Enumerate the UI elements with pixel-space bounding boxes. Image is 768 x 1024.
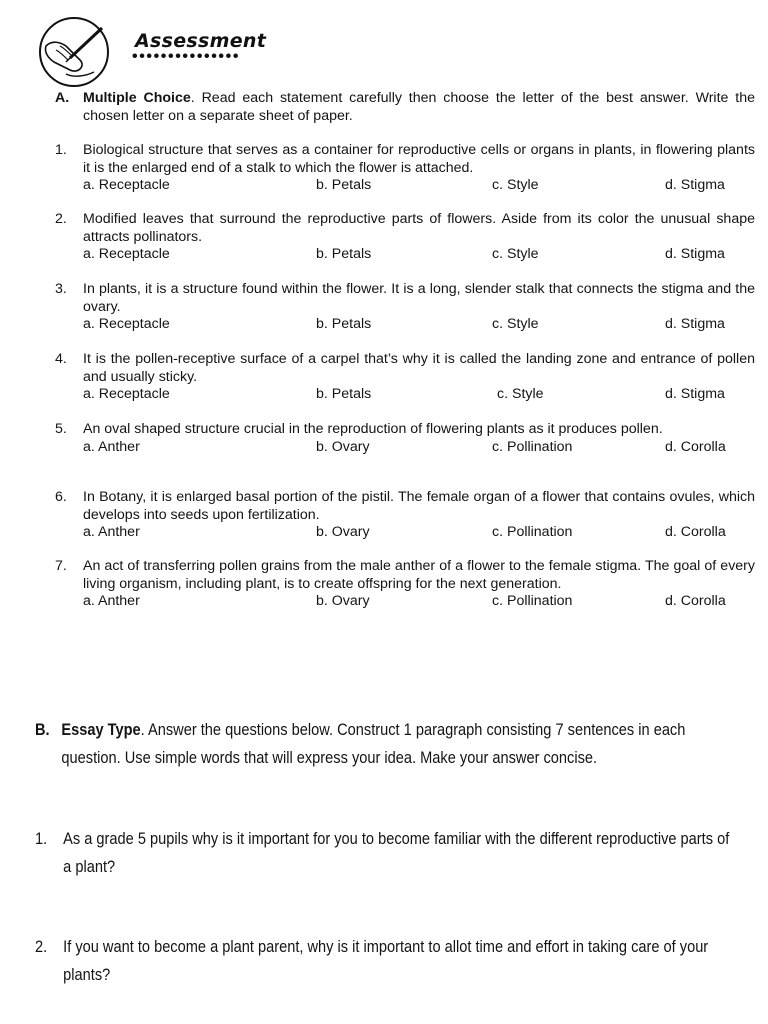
choice-d: d. Stigma [665, 246, 725, 262]
question-number: 1. [55, 142, 67, 158]
choice-row [83, 177, 755, 195]
section-instructions: . Read each statement carefully then choose the letter of the best answer. Write the chosen letter on a separate sheet of paper. [83, 90, 755, 124]
choice-b: b. Petals [316, 246, 372, 262]
choice-a: a. Anther [83, 593, 140, 609]
choice-row [83, 593, 755, 611]
question-number: 5. [55, 421, 67, 437]
choice-d: d. Stigma [665, 386, 725, 402]
question-number: 2. [35, 937, 48, 956]
choice-c: c. Pollination [492, 593, 573, 609]
choice-b: b. Ovary [316, 593, 370, 609]
choice-d: d. Stigma [665, 177, 725, 193]
choice-a: a. Receptacle [83, 246, 170, 262]
choice-a: a. Anther [83, 524, 140, 540]
section-letter: A. [55, 90, 70, 106]
section-letter: B. [35, 720, 50, 739]
choice-row [83, 246, 755, 264]
essay-question [35, 933, 739, 989]
choice-a: a. Receptacle [83, 177, 170, 193]
choice-d: d. Stigma [665, 316, 725, 332]
question-item [55, 489, 755, 542]
question-item [55, 421, 755, 457]
section-heading: Multiple Choice [83, 90, 191, 106]
page-title: Assessment [135, 30, 267, 52]
question-item [55, 142, 755, 195]
choice-row [83, 386, 755, 404]
choice-c: c. Pollination [492, 438, 573, 455]
choice-d: d. Corolla [665, 593, 726, 609]
question-text: As a grade 5 pupils why is it important for you to become familiar with the different reproductive parts of a plant? [63, 829, 730, 876]
section-heading: Essay Type [61, 720, 141, 739]
question-stem: Modified leaves that surround the reproductive parts of flowers. Aside from its color the unusual shape attracts pollinators. [83, 211, 755, 245]
question-stem: An act of transferring pollen grains from the male anther of a flower to the female stigma. The goal of every living organism, including plant, is to create offspring for the next generation. [83, 558, 755, 592]
title-underline: ••••••••••••••• [132, 48, 241, 65]
section-instructions: . Answer the questions below. Construct 1 paragraph consisting 7 sentences in each question. Use simple words that will express your idea. Make your answer concise. [61, 720, 686, 767]
question-stem: In Botany, it is enlarged basal portion of the pistil. The female organ of a flower that contains ovules, which develops into seeds upon fertilization. [83, 489, 755, 523]
section-b-instructions [35, 716, 739, 772]
question-stem: It is the pollen-receptive surface of a carpel that’s why it is called the landing zone and entrance of pollen and usually sticky. [83, 351, 755, 385]
choice-c: c. Style [492, 316, 539, 332]
question-number: 4. [55, 351, 67, 367]
question-stem: In plants, it is a structure found within the flower. It is a long, slender stalk that connects the stigma and the ovary. [83, 281, 755, 315]
question-number: 6. [55, 489, 67, 505]
choice-b: b. Petals [316, 386, 372, 402]
question-number: 3. [55, 281, 67, 297]
question-text: If you want to become a plant parent, why is it important to allot time and effort in taking care of your plants? [63, 937, 709, 984]
choice-b: b. Petals [316, 177, 372, 193]
question-item [55, 558, 755, 611]
question-item [55, 281, 755, 334]
choice-b: b. Ovary [316, 524, 370, 540]
choice-c: c. Pollination [492, 524, 573, 540]
choice-d: d. Corolla [665, 438, 726, 455]
question-item [55, 351, 755, 404]
question-number: 1. [35, 829, 48, 848]
choice-a: a. Receptacle [83, 316, 170, 332]
choice-c: c. Style [492, 177, 539, 193]
question-stem: Biological structure that serves as a container for reproductive cells or organs in plants, in flowering plants it is the enlarged end of a stalk to which the flower is attached. [83, 142, 755, 176]
choice-row [83, 524, 755, 542]
question-number: 7. [55, 558, 67, 574]
choice-a: a. Anther [83, 438, 140, 455]
section-a-instructions [55, 89, 755, 125]
choice-row [83, 316, 755, 334]
choice-b: b. Ovary [316, 438, 370, 455]
choice-a: a. Receptacle [83, 386, 170, 402]
choice-row [83, 439, 755, 457]
question-item [55, 211, 755, 264]
choice-c: c. Style [492, 246, 539, 262]
essay-question [35, 825, 739, 881]
choice-c: c. Style [497, 386, 544, 402]
question-stem: An oval shaped structure crucial in the reproduction of flowering plants as it produces pollen. [83, 421, 663, 437]
question-number: 2. [55, 211, 67, 227]
choice-b: b. Petals [316, 316, 372, 332]
choice-d: d. Corolla [665, 524, 726, 540]
hand-writing-pen-icon [30, 16, 120, 92]
